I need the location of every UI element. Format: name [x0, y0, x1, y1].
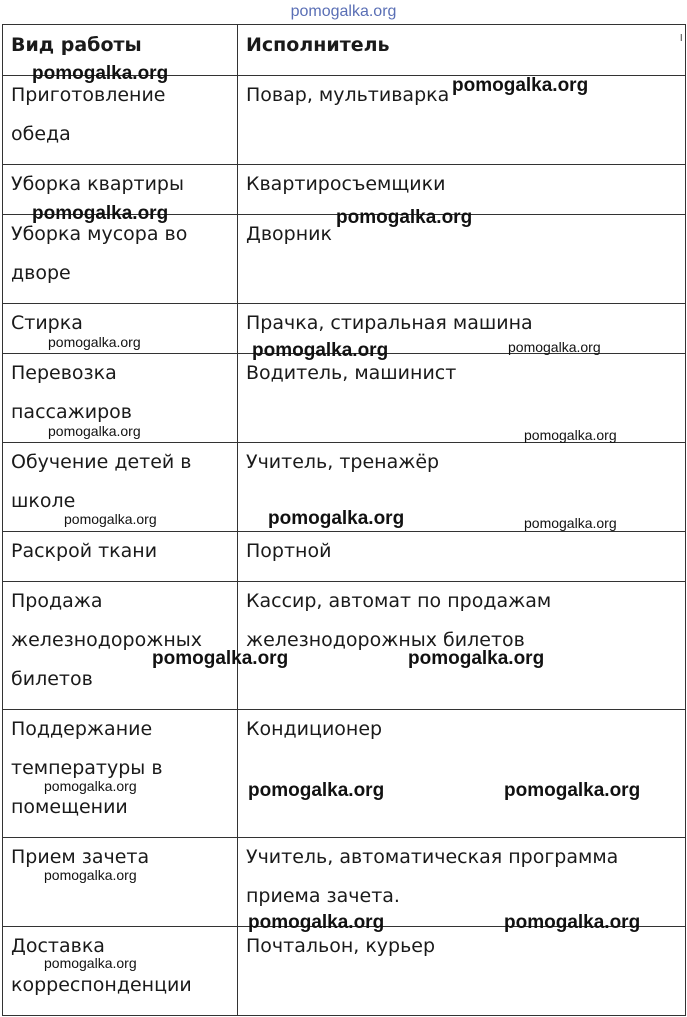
- table-row: [3, 532, 686, 582]
- work-text: Стирка: [11, 312, 83, 334]
- work-text: Прием зачета: [11, 846, 150, 868]
- scan-mark: ı: [679, 30, 683, 44]
- performer-text: Прачка, стиральная машина: [246, 312, 533, 334]
- performer-cell: [238, 532, 686, 582]
- performer-cell: [238, 710, 686, 838]
- watermark: pomogalka.org: [408, 648, 545, 669]
- work-text: Поддержание температуры в помещении: [11, 718, 163, 818]
- watermark: pomogalka.org: [252, 340, 389, 361]
- table-row: [3, 927, 686, 1016]
- watermark: pomogalka.org: [48, 423, 141, 439]
- watermark: pomogalka.org: [268, 508, 405, 529]
- watermark: pomogalka.org: [524, 427, 617, 443]
- work-text: Доставка корреспонденции: [11, 935, 192, 996]
- performer-text: Портной: [246, 540, 332, 562]
- watermark: pomogalka.org: [44, 867, 137, 883]
- work-cell: [3, 76, 238, 165]
- work-cell: [3, 710, 238, 838]
- watermark: pomogalka.org: [248, 780, 385, 801]
- performer-text: Водитель, машинист: [246, 362, 457, 384]
- table-row: [3, 710, 686, 838]
- watermark: pomogalka.org: [48, 334, 141, 350]
- performer-text: Дворник: [246, 223, 332, 245]
- work-cell: [3, 927, 238, 1016]
- watermark: pomogalka.org: [64, 511, 157, 527]
- column-header-performer: [238, 25, 686, 76]
- watermark: pomogalka.org: [44, 778, 137, 794]
- watermark: pomogalka.org: [504, 780, 641, 801]
- watermark: pomogalka.org: [452, 75, 589, 96]
- watermark: pomogalka.org: [524, 515, 617, 531]
- work-text: Уборка квартиры: [11, 173, 184, 195]
- work-text: Продажа железнодорожных билетов: [11, 590, 203, 690]
- watermark: pomogalka.org: [32, 63, 169, 84]
- work-cell: [3, 215, 238, 304]
- watermark: pomogalka.org: [508, 339, 601, 355]
- watermark: pomogalka.org: [152, 648, 289, 669]
- watermark: pomogalka.org: [44, 955, 137, 971]
- table-row: [3, 582, 686, 710]
- performer-text: Квартиросъемщики: [246, 173, 446, 195]
- header-label: Вид работы: [11, 34, 142, 56]
- work-text: Обучение детей в школе: [11, 451, 192, 512]
- watermark: pomogalka.org: [248, 912, 385, 933]
- header-watermark: pomogalka.org: [290, 3, 397, 20]
- performer-cell: [238, 354, 686, 443]
- work-text: Уборка мусора во дворе: [11, 223, 188, 284]
- performer-text: Кондиционер: [246, 718, 383, 740]
- work-cell: [3, 582, 238, 710]
- work-text: Перевозка пассажиров: [11, 362, 132, 423]
- performer-cell: [238, 582, 686, 710]
- work-cell: [3, 532, 238, 582]
- work-text: Раскрой ткани: [11, 540, 158, 562]
- performer-text: Почтальон, курьер: [246, 935, 436, 957]
- work-text: Приготовление обеда: [11, 84, 166, 145]
- watermark: pomogalka.org: [32, 203, 169, 224]
- performer-cell: [238, 927, 686, 1016]
- performer-text: Кассир, автомат по продажам железнодорожных билетов: [246, 590, 552, 651]
- watermark: pomogalka.org: [504, 912, 641, 933]
- header-label: Исполнитель: [246, 34, 390, 56]
- performer-text: Учитель, тренажёр: [246, 451, 440, 473]
- performer-text: Повар, мультиварка: [246, 84, 450, 106]
- performer-text: Учитель, автоматическая программа приема зачета.: [246, 846, 619, 907]
- watermark: pomogalka.org: [336, 207, 473, 228]
